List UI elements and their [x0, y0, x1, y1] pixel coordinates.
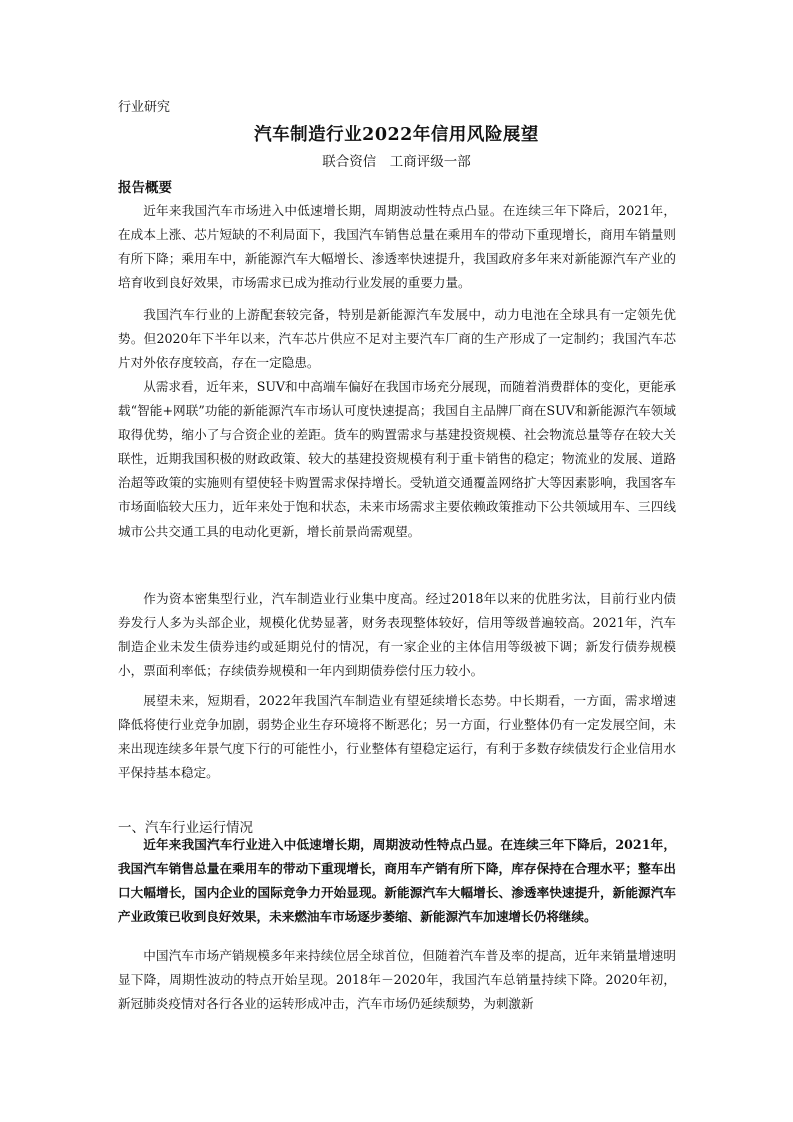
- summary-paragraph-2: 我国汽车行业的上游配套较完备，特别是新能源汽车发展中，动力电池在全球具有一定领先优势。但2020年下半年以来，汽车芯片供应不足对主要汽车厂商的生产形成了一定制约；我国汽车芯片对外依存度较高，存在一定隐患。: [118, 307, 676, 371]
- summary-heading: 报告概要: [118, 180, 172, 196]
- section-1-paragraph: 中国汽车市场产销规模多年来持续位居全球首位，但随着汽车普及率的提高，近年来销量增速明显下降，周期性波动的特点开始呈现。2018年－2020年，我国汽车总销量持续下降。2020年初，新冠肺炎疫情对各行各业的运转形成冲击，汽车市场仍延续颓势，为刺激新: [118, 948, 676, 1012]
- report-author: 联合资信 工商评级一部: [322, 154, 471, 170]
- summary-paragraph-5: 展望未来，短期看，2022年我国汽车制造业有望延续增长态势。中长期看，一方面，需求增速降低将使行业竞争加剧，弱势企业生存环境将不断恶化；另一方面，行业整体仍有一定发展空间，未来出现连续多年景气度下行的可能性小，行业整体有望稳定运行，有利于多数存续债发行企业信用水平保持基本稳定。: [118, 693, 676, 781]
- summary-paragraph-3: 从需求看，近年来，SUV和中高端车偏好在我国市场充分展现，而随着消费群体的变化，更能承载“智能+网联”功能的新能源汽车市场认可度快速提高；我国自主品牌厂商在SUV和新能源汽车领域取得优势，缩小了与合资企业的差距。货车的购置需求与基建投资规模、社会物流总量等存在较大关联性，近期我国积极的财政政策、较大的基建投资规模有利于重卡销售的稳定；物流业的发展、道路治超等政策的实施则有望使轻卡购置需求保持增长。受轨道交通覆盖网络扩大等因素影响，我国客车市场面临较大压力，近年来处于饱和状态，未来市场需求主要依赖政策推动下公共领域用车、三四线城市公共交通工具的电动化更新，增长前景尚需观望。: [118, 379, 676, 539]
- report-category: 行业研究: [118, 100, 171, 115]
- summary-paragraph-4: 作为资本密集型行业，汽车制造业行业集中度高。经过2018年以来的优胜劣汰，目前行业内债券发行人多为头部企业，规模化优势显著，财务表现整体较好，信用等级普遍较高。2021年，汽车制造企业未发生债券违约或延期兑付的情况，有一家企业的主体信用等级被下调；新发行债券规模小，票面利率低；存续债券规模和一年内到期债券偿付压力较小。: [118, 591, 676, 679]
- report-title: 汽车制造行业2022年信用风险展望: [254, 125, 539, 145]
- section-1-key-findings: 近年来我国汽车行业进入中低速增长期，周期波动性特点凸显。在连续三年下降后，2021年，我国汽车销售总量在乘用车的带动下重现增长，商用车产销有所下降，库存保持在合理水平；整车出口大幅增长，国内企业的国际竞争力开始显现。新能源汽车大幅增长、渗透率快速提升，新能源汽车产业政策已收到良好效果，未来燃油车市场逐步萎缩、新能源汽车加速增长仍将继续。: [118, 837, 676, 925]
- section-1-heading: 一、汽车行业运行情况: [118, 820, 253, 836]
- summary-paragraph-1: 近年来我国汽车市场进入中低速增长期，周期波动性特点凸显。在连续三年下降后，2021年，在成本上涨、芯片短缺的不利局面下，我国汽车销售总量在乘用车的带动下重现增长，商用车销量则有所下降；乘用车中，新能源汽车大幅增长、渗透率快速提升，我国政府多年来对新能源汽车产业的培育收到良好效果，市场需求已成为推动行业发展的重要力量。: [118, 203, 676, 291]
